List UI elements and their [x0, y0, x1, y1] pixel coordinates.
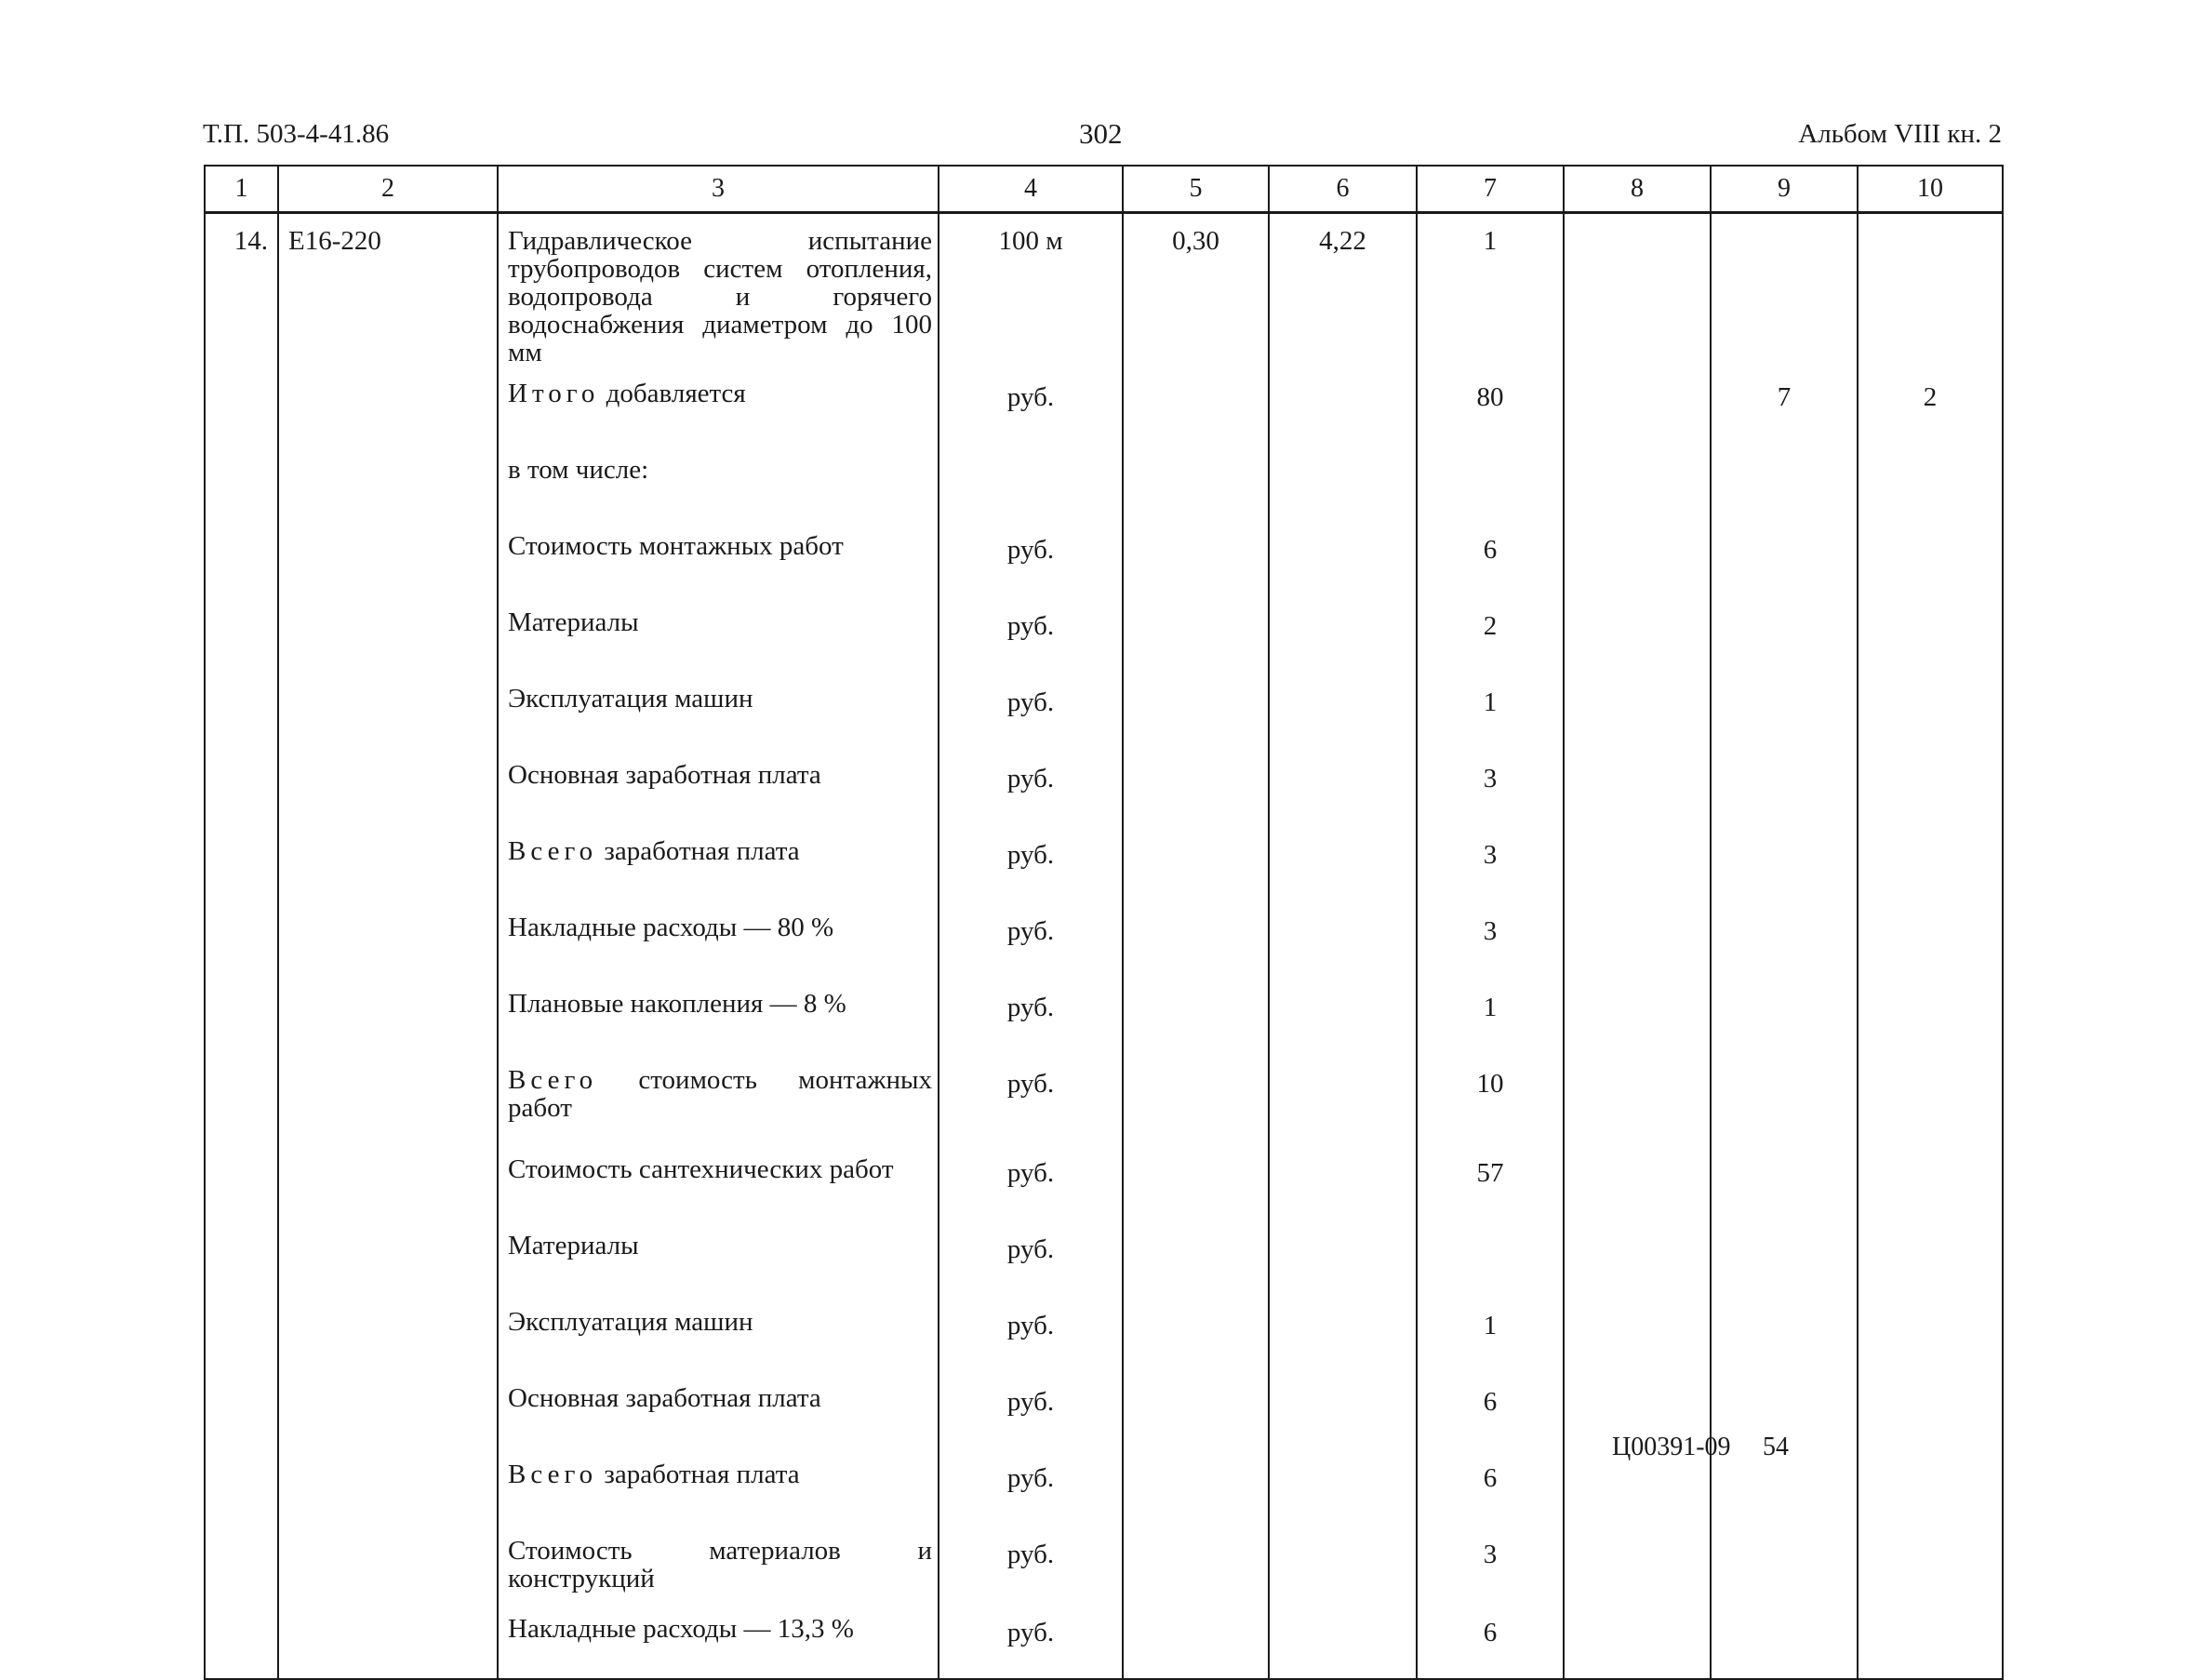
empty-cell [1858, 1371, 2003, 1447]
cost-row [205, 977, 2003, 1053]
cost-value-col7: 3 [1417, 1524, 1564, 1602]
empty-cell [1564, 1295, 1711, 1371]
empty-cell [1123, 1295, 1269, 1371]
cost-value-col7: 3 [1417, 748, 1564, 824]
empty-cell [1123, 1219, 1269, 1295]
empty-cell [1711, 1602, 1858, 1679]
empty-cell [1123, 1053, 1269, 1142]
empty-cell [278, 672, 498, 748]
cost-label [498, 1142, 939, 1219]
cost-unit: руб. [939, 367, 1123, 443]
empty-cell [1858, 748, 2003, 824]
empty-cell [1564, 748, 1711, 824]
column-header: 8 [1564, 166, 1711, 213]
cost-label [498, 1524, 939, 1602]
cost-value-col7: 1 [1417, 672, 1564, 748]
cost-unit [939, 443, 1123, 519]
cost-label-text: Накладные расходы — 80 % [508, 913, 834, 942]
empty-cell [1269, 367, 1417, 443]
cost-unit: руб. [939, 977, 1123, 1053]
cost-row [205, 1447, 2003, 1524]
cost-row [205, 1053, 2003, 1142]
empty-cell [1269, 443, 1417, 519]
cost-value-col7: 10 [1417, 1053, 1564, 1142]
empty-cell [1269, 824, 1417, 900]
page-number: 302 [1079, 117, 1123, 150]
document-code: Ц00391-09 [1612, 1433, 1731, 1461]
empty-cell [1123, 672, 1269, 748]
empty-cell [1123, 595, 1269, 672]
empty-cell [1858, 1053, 2003, 1142]
empty-cell [1123, 900, 1269, 977]
empty-cell [1858, 443, 2003, 519]
empty-cell [1269, 519, 1417, 595]
estimate-table [204, 165, 2004, 1680]
cost-unit: руб. [939, 748, 1123, 824]
cost-row [205, 1219, 2003, 1295]
empty-cell [1123, 519, 1269, 595]
cost-label-text: Плановые накопления — 8 % [508, 989, 846, 1019]
cost-label [498, 748, 939, 824]
empty-cell [1858, 519, 2003, 595]
empty-cell [205, 900, 278, 977]
cost-label-text: Эксплуатация машин [508, 684, 753, 713]
empty-cell [1711, 672, 1858, 748]
cost-unit: руб. [939, 1142, 1123, 1219]
cost-row [205, 595, 2003, 672]
cost-value-col7: 57 [1417, 1142, 1564, 1219]
cost-label [498, 1447, 939, 1524]
empty-cell [1711, 900, 1858, 977]
cost-label-text: Основная заработная плата [508, 1383, 821, 1413]
cost-unit: руб. [939, 1371, 1123, 1447]
cost-label [498, 977, 939, 1053]
empty-cell [278, 595, 498, 672]
cost-label-text: заработная плата [597, 836, 800, 866]
cost-unit: руб. [939, 1447, 1123, 1524]
empty-cell [1123, 824, 1269, 900]
cost-label [498, 367, 939, 443]
cost-label-text: заработная плата [597, 1460, 800, 1489]
empty-cell [1564, 977, 1711, 1053]
empty-cell [205, 672, 278, 748]
cost-label [498, 443, 939, 519]
empty-cell [1858, 595, 2003, 672]
empty-cell [1123, 1447, 1269, 1524]
empty-cell [278, 977, 498, 1053]
cost-row [205, 1602, 2003, 1679]
cost-value-col7: 3 [1417, 900, 1564, 977]
column-header: 6 [1269, 166, 1417, 213]
empty-cell [278, 1447, 498, 1524]
cost-value-col7: 6 [1417, 1371, 1564, 1447]
empty-cell [1269, 900, 1417, 977]
cost-label-text: Стоимость монтажных работ [508, 531, 844, 561]
column-header: 1 [205, 166, 278, 213]
empty-cell [278, 367, 498, 443]
empty-cell [1711, 1142, 1858, 1219]
empty-cell [205, 595, 278, 672]
empty-cell [1564, 900, 1711, 977]
empty-cell [205, 977, 278, 1053]
empty-cell [278, 1142, 498, 1219]
cost-label [498, 595, 939, 672]
empty-cell [1858, 1447, 2003, 1524]
entry-unit: 100 м [939, 213, 1123, 367]
cost-row [205, 900, 2003, 977]
cost-value-col7: 6 [1417, 1447, 1564, 1524]
empty-cell [1564, 443, 1711, 519]
empty-cell [1564, 1524, 1711, 1602]
cost-label-text: Материалы [508, 607, 639, 637]
empty-cell [1123, 1524, 1269, 1602]
empty-cell [1711, 1524, 1858, 1602]
cost-row [205, 519, 2003, 595]
empty-cell [1711, 595, 1858, 672]
cost-label-text: Основная заработная плата [508, 760, 821, 790]
album-reference: Альбом VIII кн. 2 [1798, 119, 2002, 149]
cost-unit: руб. [939, 1219, 1123, 1295]
empty-cell [1269, 1053, 1417, 1142]
empty-cell [278, 1602, 498, 1679]
cost-unit: руб. [939, 1053, 1123, 1142]
cost-row [205, 824, 2003, 900]
empty-cell [1711, 1219, 1858, 1295]
entry-unit-price: 4,22 [1269, 213, 1417, 367]
cost-label-text: добавляется [599, 379, 746, 408]
empty-cell [205, 1602, 278, 1679]
cost-row [205, 1295, 2003, 1371]
empty-cell [1858, 1602, 2003, 1679]
cost-unit: руб. [939, 824, 1123, 900]
empty-cell [1564, 824, 1711, 900]
cost-label-text: стоимость монтажных работ [508, 1065, 932, 1123]
empty-cell [1564, 672, 1711, 748]
empty-cell [1711, 1053, 1858, 1142]
empty-cell [205, 443, 278, 519]
empty-cell [1564, 1142, 1711, 1219]
empty-cell [1858, 900, 2003, 977]
empty-cell [1123, 1602, 1269, 1679]
entry-number: 14. [205, 213, 278, 367]
cost-value-col7 [1417, 443, 1564, 519]
cost-row [205, 748, 2003, 824]
empty-cell [1711, 519, 1858, 595]
cost-label [498, 1371, 939, 1447]
cost-row [205, 672, 2003, 748]
empty-cell [205, 1447, 278, 1524]
cost-label [498, 1053, 939, 1142]
empty-cell [278, 519, 498, 595]
empty-cell [278, 748, 498, 824]
empty-cell [1711, 1295, 1858, 1371]
empty-cell [1564, 1053, 1711, 1142]
cost-unit: руб. [939, 900, 1123, 977]
cost-value-col10: 2 [1858, 367, 2003, 443]
column-header: 9 [1711, 166, 1858, 213]
cost-value-col7: 1 [1417, 977, 1564, 1053]
cost-unit: руб. [939, 1295, 1123, 1371]
cost-label-text: Накладные расходы — 13,3 % [508, 1614, 854, 1644]
cost-row [205, 1371, 2003, 1447]
cost-label [498, 900, 939, 977]
empty-cell [1711, 824, 1858, 900]
empty-cell [1123, 748, 1269, 824]
empty-cell [205, 1142, 278, 1219]
cost-unit: руб. [939, 1602, 1123, 1679]
empty-cell [1269, 1602, 1417, 1679]
empty-cell [1564, 595, 1711, 672]
empty-cell [205, 824, 278, 900]
cost-unit: руб. [939, 672, 1123, 748]
empty-cell [1711, 748, 1858, 824]
column-header: 5 [1123, 166, 1269, 213]
entry-total: 1 [1417, 213, 1564, 367]
empty-cell [1711, 213, 1858, 367]
cost-value-col7: 80 [1417, 367, 1564, 443]
empty-cell [1858, 1142, 2003, 1219]
empty-cell [1564, 367, 1711, 443]
cost-value-col7: 6 [1417, 519, 1564, 595]
cost-value-col7: 1 [1417, 1295, 1564, 1371]
empty-cell [1123, 977, 1269, 1053]
empty-cell [1269, 595, 1417, 672]
cost-label-text: Эксплуатация машин [508, 1307, 753, 1337]
empty-cell [278, 900, 498, 977]
empty-cell [1858, 1219, 2003, 1295]
empty-cell [1269, 672, 1417, 748]
empty-cell [205, 1524, 278, 1602]
empty-cell [1711, 977, 1858, 1053]
empty-cell [1858, 213, 2003, 367]
empty-cell [1858, 1295, 2003, 1371]
empty-cell [1269, 1295, 1417, 1371]
empty-cell [1858, 977, 2003, 1053]
empty-cell [1269, 1142, 1417, 1219]
empty-cell [278, 1219, 498, 1295]
cost-label [498, 672, 939, 748]
empty-cell [1858, 824, 2003, 900]
column-header: 7 [1417, 166, 1564, 213]
empty-cell [205, 1295, 278, 1371]
empty-cell [1269, 748, 1417, 824]
cost-label-text: Стоимость материалов и конструкций [508, 1536, 932, 1593]
empty-cell [1269, 1371, 1417, 1447]
empty-cell [278, 824, 498, 900]
empty-cell [1269, 1447, 1417, 1524]
cost-label [498, 1219, 939, 1295]
cost-row [205, 367, 2003, 443]
cost-row [205, 1142, 2003, 1219]
cost-label-emphasis: Всего [508, 836, 598, 866]
cost-label-text: в том числе: [508, 455, 649, 485]
empty-cell [1564, 213, 1711, 367]
empty-cell [205, 1053, 278, 1142]
column-header: 3 [498, 166, 939, 213]
empty-cell [1269, 1524, 1417, 1602]
empty-cell [205, 1371, 278, 1447]
sheet-number: 54 [1763, 1433, 1789, 1461]
empty-cell [1858, 672, 2003, 748]
column-header: 4 [939, 166, 1123, 213]
cost-label-emphasis: Всего [508, 1065, 598, 1095]
empty-cell [205, 519, 278, 595]
column-header: 10 [1858, 166, 2003, 213]
cost-row [205, 1524, 2003, 1602]
column-number-row [205, 166, 2003, 213]
cost-label [498, 1295, 939, 1371]
column-header: 2 [278, 166, 498, 213]
empty-cell [278, 443, 498, 519]
cost-label-emphasis: Всего [508, 1460, 598, 1489]
cost-row [205, 443, 2003, 519]
cost-unit: руб. [939, 595, 1123, 672]
cost-value-col9: 7 [1711, 367, 1858, 443]
empty-cell [1269, 977, 1417, 1053]
entry-description: Гидравлическое испытание трубопроводов систем отопления, водопровода и горячего водоснабжения диаметром до 100 мм [498, 213, 939, 367]
empty-cell [1123, 1371, 1269, 1447]
document-designation: Т.П. 503-4-41.86 [203, 119, 390, 149]
cost-unit: руб. [939, 519, 1123, 595]
empty-cell [205, 748, 278, 824]
empty-cell [1711, 443, 1858, 519]
cost-value-col7: 6 [1417, 1602, 1564, 1679]
empty-cell [278, 1524, 498, 1602]
entry-code: Е16-220 [278, 213, 498, 367]
cost-value-col7: 3 [1417, 824, 1564, 900]
empty-cell [1123, 367, 1269, 443]
empty-cell [1123, 443, 1269, 519]
entry-quantity: 0,30 [1123, 213, 1269, 367]
empty-cell [1858, 1524, 2003, 1602]
empty-cell [278, 1371, 498, 1447]
cost-label-text: Материалы [508, 1231, 639, 1260]
cost-label-text: Стоимость сантехнических работ [508, 1154, 894, 1184]
empty-cell [205, 1219, 278, 1295]
cost-unit: руб. [939, 1524, 1123, 1602]
cost-label [498, 519, 939, 595]
cost-label [498, 824, 939, 900]
entry-row [205, 213, 2003, 367]
empty-cell [1564, 1219, 1711, 1295]
empty-cell [1564, 519, 1711, 595]
cost-label-emphasis: Итого [508, 379, 600, 408]
cost-value-col7 [1417, 1219, 1564, 1295]
empty-cell [278, 1053, 498, 1142]
empty-cell [1269, 1219, 1417, 1295]
empty-cell [1123, 1142, 1269, 1219]
empty-cell [278, 1295, 498, 1371]
cost-label [498, 1602, 939, 1679]
empty-cell [205, 367, 278, 443]
empty-cell [1564, 1602, 1711, 1679]
cost-value-col7: 2 [1417, 595, 1564, 672]
